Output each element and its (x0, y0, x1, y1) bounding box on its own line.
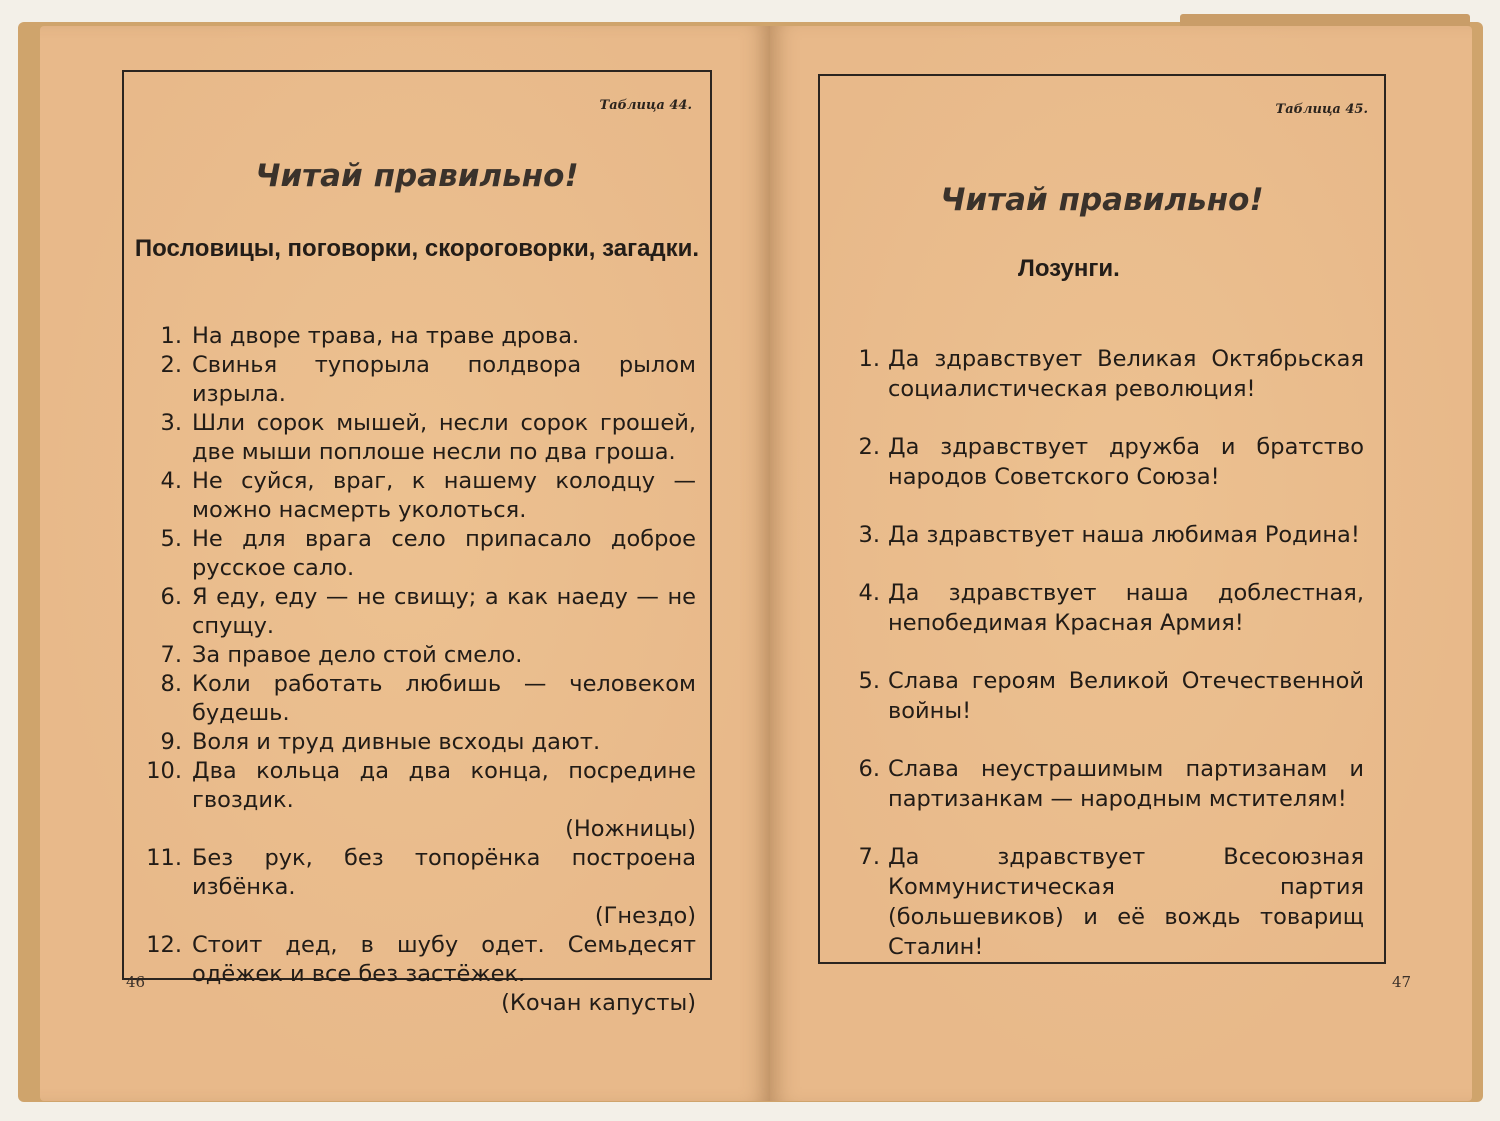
item-number: 8. (160, 671, 182, 697)
left-table-label: Таблица 44. (599, 98, 692, 113)
item-number: 1. (160, 323, 182, 349)
item-text: Воля и труд дивные всходы дают. (192, 729, 601, 755)
left-section-title: Пословицы, поговорки, скороговорки, загадки. (134, 235, 700, 262)
right-page-frame (818, 74, 1386, 964)
list-item (144, 583, 696, 641)
list-item (144, 641, 696, 670)
item-text: Свинья тупорыла полдвора рылом изрыла. (192, 352, 696, 407)
riddle-answer: (Кочан капусты) (501, 990, 696, 1016)
item-number: 7. (858, 844, 880, 870)
item-number: 5. (858, 668, 880, 694)
item-number: 6. (858, 756, 880, 782)
left-page (40, 26, 770, 1101)
item-text-with-answer (192, 931, 696, 1018)
item-number: 11. (146, 845, 182, 871)
right-page-number: 47 (1392, 973, 1412, 991)
right-table-label: Таблица 45. (1275, 102, 1368, 117)
item-number: 2. (858, 434, 880, 460)
list-item (144, 670, 696, 728)
item-number: 7. (160, 642, 182, 668)
item-number: 4. (160, 468, 182, 494)
item-text: Два кольца да два конца, посредине гвоздик. (192, 758, 696, 813)
riddle-answer: (Гнездо) (594, 903, 696, 929)
left-page-number: 46 (126, 973, 146, 991)
item-text: Да здравствует наша любимая Родина! (888, 522, 1360, 548)
item-text: Шли сорок мышей, несли сорок грошей, две мыши поплоше несли по два гроша. (192, 410, 696, 465)
slogans-list (844, 344, 1364, 990)
list-item (844, 520, 1364, 550)
item-number: 12. (146, 932, 182, 958)
list-item (144, 844, 696, 931)
item-number: 6. (160, 584, 182, 610)
item-number: 10. (146, 758, 182, 784)
riddle-answer: (Ножницы) (565, 816, 696, 842)
list-item (144, 467, 696, 525)
item-text: Слава героям Великой Отечественной войны! (888, 668, 1364, 724)
list-item (844, 666, 1364, 726)
item-number: 4. (858, 580, 880, 606)
proverbs-list (144, 322, 696, 1018)
list-item (144, 525, 696, 583)
list-item (844, 432, 1364, 492)
item-text: Да здравствует дружба и братство народов Советского Союза! (888, 434, 1364, 490)
list-item (144, 322, 696, 351)
item-text: Без рук, без топорёнка построена избёнка. (192, 845, 696, 900)
item-number: 3. (858, 522, 880, 548)
list-item (144, 931, 696, 1018)
item-text-with-answer (192, 844, 696, 931)
list-item (844, 578, 1364, 638)
item-text: Не суйся, враг, к нашему колодцу — можно насмерть уколоться. (192, 468, 696, 523)
list-item (844, 344, 1364, 404)
item-number: 5. (160, 526, 182, 552)
right-page-heading: Читай правильно! (940, 182, 1264, 218)
item-text: За правое дело стой смело. (192, 642, 523, 668)
item-number: 1. (858, 346, 880, 372)
item-text: Да здравствует Всесоюзная Коммунистическая партия (большевиков) и её вождь товарищ Сталин! (888, 844, 1364, 960)
item-text: Не для врага село припасало доброе русское сало. (192, 526, 696, 581)
right-section-title: Лозунги. (1018, 255, 1120, 282)
item-number: 3. (160, 410, 182, 436)
left-page-heading: Читай правильно! (255, 158, 579, 194)
item-number: 2. (160, 352, 182, 378)
item-text: Стоит дед, в шубу одет. Семьдесят одёжек и все без застёжек. (192, 932, 696, 987)
item-text: Коли работать любишь — человеком будешь. (192, 671, 696, 726)
right-page (770, 26, 1472, 1101)
item-text: Я еду, еду — не свищу; а как наеду — не спущу. (192, 584, 696, 639)
item-text-with-answer (192, 757, 696, 844)
item-text: Слава неустрашимым партизанам и партизанкам — народным мстителям! (888, 756, 1364, 812)
list-item (844, 754, 1364, 814)
item-text: Да здравствует наша доблестная, непобедимая Красная Армия! (888, 580, 1364, 636)
list-item (144, 728, 696, 757)
list-item (144, 351, 696, 409)
list-item (844, 842, 1364, 962)
item-number: 9. (160, 729, 182, 755)
item-text: На дворе трава, на траве дрова. (192, 323, 580, 349)
item-text: Да здравствует Великая Октябрьская социалистическая революция! (888, 346, 1364, 402)
list-item (144, 409, 696, 467)
list-item (144, 757, 696, 844)
